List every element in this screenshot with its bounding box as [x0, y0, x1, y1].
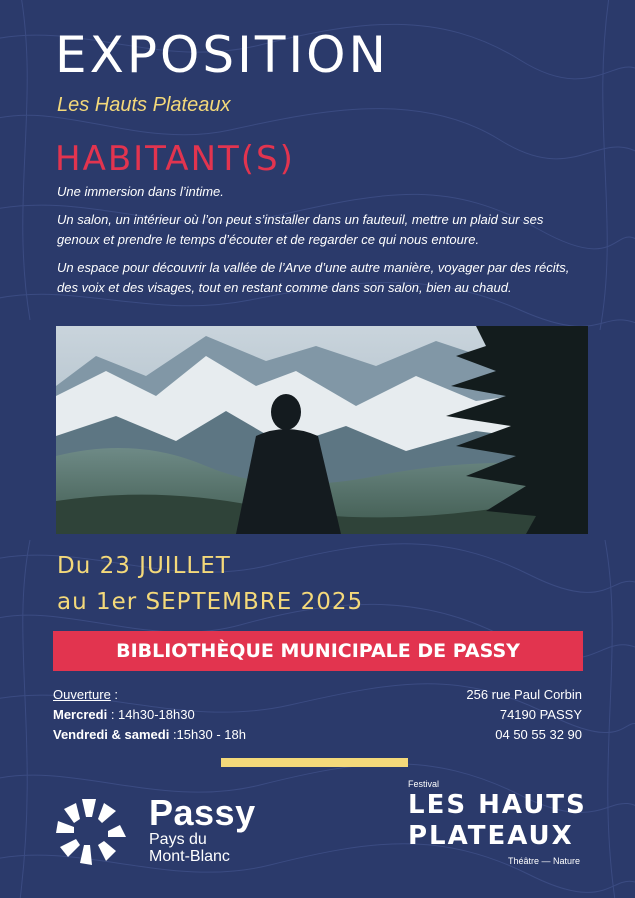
address-phone: 04 50 55 32 90 — [495, 727, 582, 742]
exhibition-heading: HABITANT(S) — [55, 139, 295, 179]
passy-sub-line: Pays du — [149, 831, 207, 848]
hours-day: Mercredi — [53, 707, 108, 722]
festival-name-line: LES HAUTS — [408, 790, 587, 820]
opening-hours — [53, 685, 246, 745]
divider-bar — [221, 758, 408, 767]
hours-label-row — [53, 685, 246, 705]
address-street: 256 rue Paul Corbin — [466, 687, 582, 702]
hours-time: : 14h30-18h30 — [107, 707, 195, 722]
festival-label: Festival — [408, 779, 440, 789]
hours-label: Ouverture — [53, 687, 111, 702]
date-end: au 1er SEPTEMBRE 2025 — [57, 589, 364, 615]
festival-logo — [408, 778, 587, 868]
hours-row-friday-saturday — [53, 725, 246, 745]
intro-paragraph: Un salon, un intérieur où l’on peut s’installer dans un fauteuil, mettre un plaid sur ses genoux et prendre le temps d’écouter et de regarder ce qui nous entoure. — [57, 212, 544, 247]
landscape-photo — [56, 326, 588, 534]
festival-tagline: Théâtre — Nature — [507, 856, 580, 866]
passy-logo-text — [149, 792, 256, 865]
address-city: 74190 PASSY — [499, 707, 582, 722]
festival-name-line: PLATEAUX — [408, 821, 574, 851]
passy-name: Passy — [149, 792, 256, 833]
intro-paragraph: Un espace pour découvrir la vallée de l’Arve d’une autre manière, voyager par des récits, des voix et des visages, tout en restant comme dans son salon, bien au chaud. — [57, 260, 570, 295]
exhibition-dates — [57, 548, 363, 620]
venue-address — [466, 685, 582, 745]
intro-line: Une immersion dans l’intime. — [57, 184, 224, 199]
exposition-title: EXPOSITION — [55, 26, 389, 84]
exposition-subtitle: Les Hauts Plateaux — [57, 94, 231, 116]
hours-time: :15h30 - 18h — [169, 727, 246, 742]
passy-star-logo-icon — [52, 795, 132, 867]
hours-label-suffix: : — [110, 687, 119, 702]
intro-text — [57, 182, 587, 306]
passy-sub-line: Mont-Blanc — [149, 848, 230, 865]
venue-banner: BIBLIOTHÈQUE MUNICIPALE DE PASSY — [53, 631, 583, 671]
hours-day: Vendredi & samedi — [53, 727, 170, 742]
date-start: Du 23 JUILLET — [57, 553, 231, 579]
hours-row-wednesday — [53, 705, 246, 725]
